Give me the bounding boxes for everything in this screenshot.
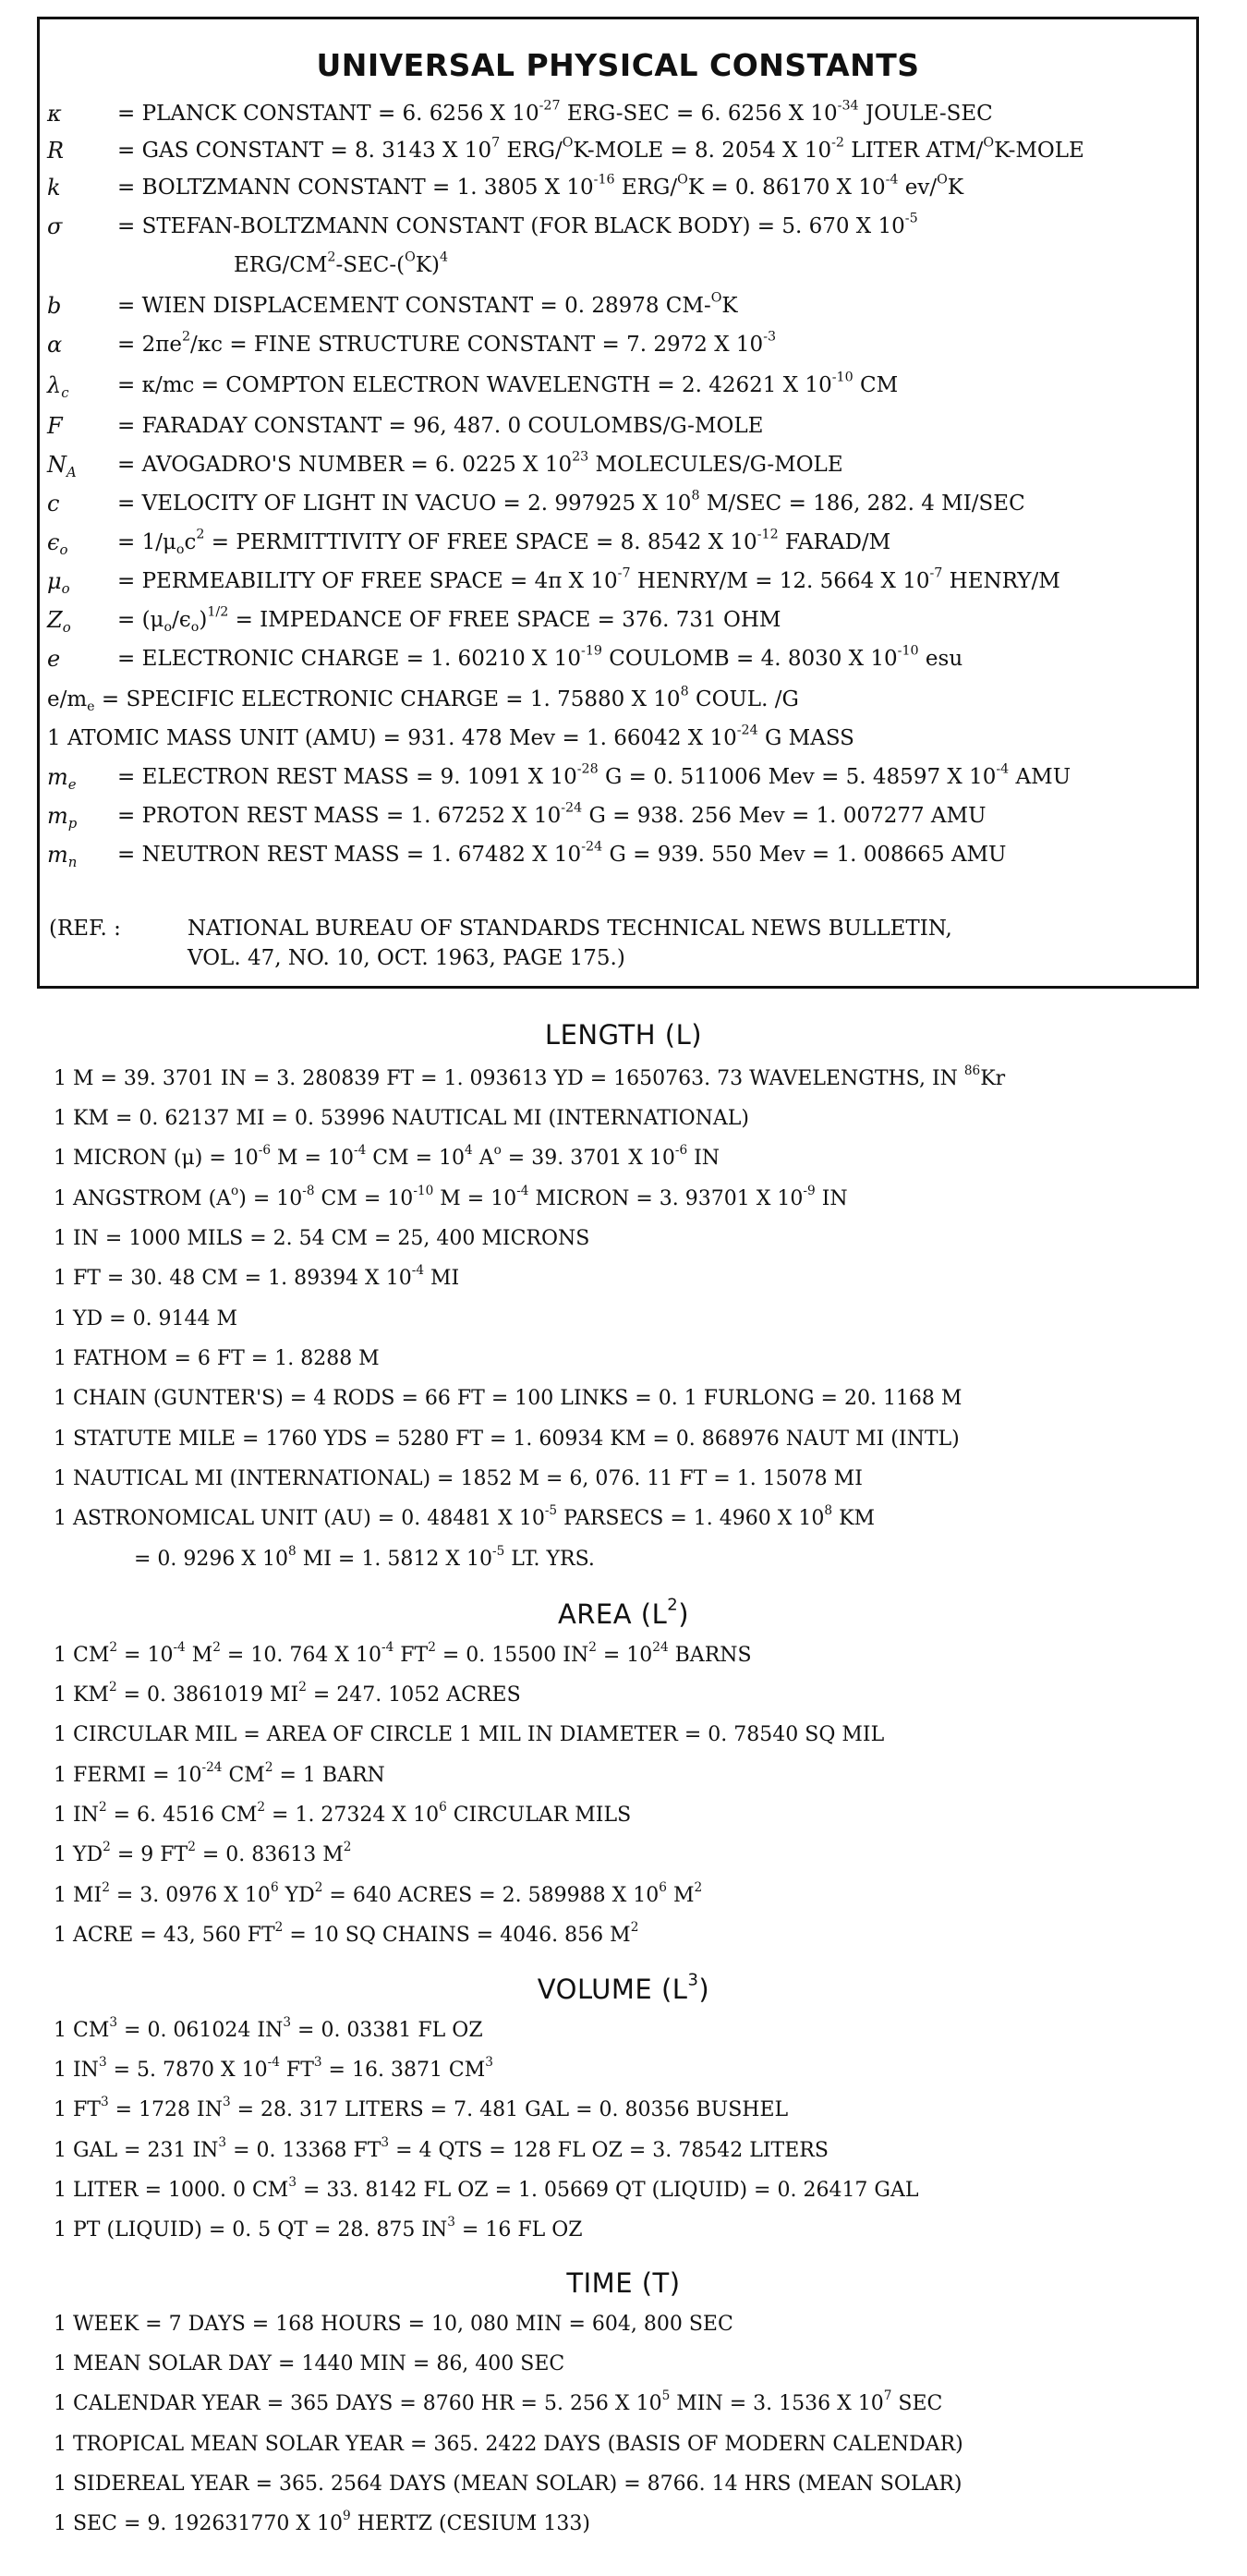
constant-definition: = ELECTRONIC CHARGE = 1. 60210 X $10^{-19}$ COULOMB = 4. 8030 X $10^{-10}$ esu (117, 643, 963, 671)
constant-symbol: F (47, 413, 63, 439)
length-conversion-row: 1 ASTRONOMICAL UNIT (AU) = 0. 48481 X $10^{-5}$ PARSECS = 1. 4960 X $10^8$ KM (54, 1503, 876, 1530)
constants-title: UNIVERSAL PHYSICAL CONSTANTS (316, 47, 920, 83)
time-heading: TIME (T) (566, 2267, 681, 2299)
area-conversion-row: 1 $CM^2 = 10^{-4}$ $M^2 = 10$. 764 X $10^{-4}$ $FT^2 = 0$. 15500 $IN^2 = 10^{24}$ BARNS (54, 1640, 752, 1667)
length-conversion-row: 1 FT = 30. 48 CM = 1. 89394 X $10^{-4}$ MI (54, 1263, 460, 1290)
constant-row (40, 407, 1196, 444)
constant-symbol: e (47, 646, 61, 672)
length-heading: LENGTH (L) (544, 1019, 703, 1051)
constant-symbol: c (47, 491, 60, 516)
constant-row (40, 759, 1196, 796)
constant-definition: = BOLTZMANN CONSTANT = 1. 3805 X $10^{-16}$ ERG/$^O$K = 0. 86170 X $10^{-4}$ ev/$^O$K (117, 172, 964, 200)
constant-row (40, 563, 1196, 600)
reference-line-2: VOL. 47, NO. 10, OCT. 1963, PAGE 175.) (188, 946, 625, 970)
constant-row (40, 287, 1196, 324)
constant-definition: = VELOCITY OF LIGHT IN VACUO = 2. 997925 X $10^8$ M/SEC = 186, 282. 4 MI/SEC (117, 488, 1025, 516)
length-conversion-row: 1 ANGSTROM $(A^o) = 10^{-8}$ CM = $10^{-10}$ $M = 10^{-4}$ MICRON = 3. 93701 X $10^{-9}$ IN (54, 1184, 848, 1210)
length-conversion-row: 1 CHAIN (GUNTER'S) = 4 RODS = 66 FT = 100 LINKS = 0. 1 FURLONG = 20. 1168 M (54, 1387, 962, 1410)
area-conversion-row: 1 $IN^2 = 6$. 4516 $CM^2 = 1$. 27324 X $10^6$ CIRCULAR MILS (54, 1800, 632, 1827)
area-conversion-row: 1 $YD^2 = 9$ $FT^2 = 0$. 83613 $M^2$ (54, 1840, 352, 1866)
volume-conversion-row: 1 LITER = 1000. 0 $CM^3 = 33$. 8142 FL OZ = 1. 05669 QT (LIQUID) = 0. 26417 GAL (54, 2175, 919, 2202)
constant-symbol: k (47, 175, 61, 200)
constant-definition: = WIEN DISPLACEMENT CONSTANT = 0. 28978 CM-$^O$K (117, 290, 738, 318)
volume-conversion-row: 1 PT (LIQUID) = 0. 5 QT = 28. 875 $IN^3 = 16$ FL OZ (54, 2215, 583, 2242)
length-conversion-row: 1 M = 39. 3701 IN = 3. 280839 FT = 1. 093613 YD = 1650763. 73 WAVELENGTHS, IN $^{86}$Kr (54, 1063, 1006, 1090)
constant-definition: = $2\pi e^2/\kappa c$ = FINE STRUCTURE CONSTANT = 7. 2972 X $10^{-3}$ (117, 329, 777, 357)
area-conversion-row: 1 $KM^2 = 0$. 3861019 $MI^2 = 247$. 1052 ACRES (54, 1680, 521, 1707)
volume-conversion-row: 1 $CM^3 = 0$. 061024 $IN^3 = 0$. 03381 FL OZ (54, 2015, 483, 2042)
constant-definition: = GAS CONSTANT = 8. 3143 X $10^7$ ERG/$^O$K-MOLE = 8. 2054 X $10^{-2}$ LITER ATM/$^O$K-MOLE (117, 135, 1084, 163)
length-conversion-row: 1 MICRON $(\mu) = 10^{-6}$ $M = 10^{-4}$ CM = $10^4$ $A^o = 39$. 3701 X $10^{-6}$ IN (54, 1143, 720, 1170)
constant-symbol: $m_p$ (47, 803, 78, 832)
length-conversion-row: = 0. 9296 X $10^8$ MI = 1. 5812 X $10^{-5}$ LT. YRS. (134, 1544, 595, 1571)
constant-symbol: σ (47, 213, 63, 239)
constant-definition: = $(\mu_o/\epsilon_o)^{1/2}$ = IMPEDANCE OF FREE SPACE = 376. 731 OHM (117, 604, 781, 635)
length-conversion-row: 1 FATHOM = 6 FT = 1. 8288 M (54, 1347, 380, 1370)
constant-definition: = FARADAY CONSTANT = 96, 487. 0 COULOMBS/G-MOLE (117, 414, 764, 438)
area-conversion-row: 1 ACRE = 43, 560 $FT^2 = 10$ SQ CHAINS = 4046. 856 $M^2$ (54, 1920, 639, 1947)
constant-definition: = STEFAN-BOLTZMANN CONSTANT (FOR BLACK BODY) = 5. 670 X $10^{-5}$ (117, 211, 918, 238)
constant-row (40, 132, 1196, 169)
constant-symbol: R (47, 138, 65, 164)
time-conversion-row: 1 WEEK = 7 DAYS = 168 HOURS = 10, 080 MIN = 604, 800 SEC (54, 2313, 733, 2336)
constant-row (40, 367, 1196, 404)
constant-definition: = PLANCK CONSTANT = 6. 6256 X $10^{-27}$ ERG-SEC = 6. 6256 X $10^{-34}$ JOULE-SEC (117, 98, 993, 126)
constant-row (40, 247, 1196, 284)
constant-row (40, 681, 1196, 718)
area-conversion-row: 1 FERMI = $10^{-24}$ $CM^2 = 1$ BARN (54, 1760, 385, 1787)
volume-conversion-row: 1 $FT^3 = 1728$ $IN^3 = 28$. 317 LITERS = 7. 481 GAL = 0. 80356 BUSHEL (54, 2095, 789, 2121)
length-conversion-row: 1 NAUTICAL MI (INTERNATIONAL) = 1852 M = 6, 076. 11 FT = 1. 15078 MI (54, 1467, 863, 1490)
volume-heading: VOLUME $(L^3)$ (537, 1970, 710, 2005)
constant-symbol: $\lambda_c$ (47, 372, 69, 402)
time-conversion-row: 1 TROPICAL MEAN SOLAR YEAR = 365. 2422 DAYS (BASIS OF MODERN CALENDAR) (54, 2433, 963, 2456)
time-conversion-row: 1 SEC = 9. 192631770 X $10^9$ HERTZ (CESIUM 133) (54, 2509, 590, 2535)
constant-symbol: $m_e$ (47, 764, 77, 794)
constant-symbol: $Z_o$ (47, 607, 71, 637)
constant-row (40, 524, 1196, 561)
constant-row (40, 797, 1196, 834)
constant-row (40, 169, 1196, 206)
length-conversion-row: 1 YD = 0. 9144 M (54, 1307, 238, 1331)
constant-symbol: $\mu_o$ (47, 568, 70, 598)
constant-symbol: κ (47, 101, 62, 127)
constant-row (40, 208, 1196, 245)
constant-row (40, 326, 1196, 363)
constant-symbol: $\epsilon_o$ (47, 529, 68, 559)
constant-definition: = PROTON REST MASS = 1. 67252 X $10^{-24}$ G = 938. 256 Mev = 1. 007277 AMU (117, 800, 987, 828)
constants-box (37, 17, 1199, 989)
constant-definition: = $1/\mu_oc^2$ = PERMITTIVITY OF FREE SPACE = 8. 8542 X $10^{-12}$ FARAD/M (117, 527, 891, 557)
constant-definition: $e/m_e$ = SPECIFIC ELECTRONIC CHARGE = 1. 75880 X $10^8$ COUL. /G (47, 684, 799, 714)
constant-row (40, 640, 1196, 677)
constant-row (40, 601, 1196, 638)
reference-line-1: NATIONAL BUREAU OF STANDARDS TECHNICAL NEWS BULLETIN, (188, 917, 952, 941)
constant-definition: = AVOGADRO'S NUMBER = 6. 0225 X $10^{23}$ MOLECULES/G-MOLE (117, 449, 843, 477)
area-heading: AREA $(L^2)$ (557, 1595, 690, 1630)
length-conversion-row: 1 KM = 0. 62137 MI = 0. 53996 NAUTICAL MI (INTERNATIONAL) (54, 1107, 749, 1130)
constant-symbol: b (47, 293, 62, 319)
area-conversion-row: 1 $MI^2 = 3$. 0976 X $10^6$ $YD^2 = 640$ ACRES = 2. 589988 X $10^6$ $M^2$ (54, 1880, 703, 1907)
constant-row (40, 720, 1196, 757)
reference-label: (REF. : (49, 917, 121, 941)
constant-row (40, 836, 1196, 873)
constant-symbol: α (47, 332, 63, 358)
constant-definition: = PERMEABILITY OF FREE SPACE = 4π X $10^{-7}$ HENRY/M = 12. 5664 X $10^{-7}$ HENRY/M (117, 565, 1060, 593)
time-conversion-row: 1 SIDEREAL YEAR = 365. 2564 DAYS (MEAN SOLAR) = 8766. 14 HRS (MEAN SOLAR) (54, 2473, 962, 2496)
constant-row (40, 95, 1196, 132)
time-conversion-row: 1 MEAN SOLAR DAY = 1440 MIN = 86, 400 SEC (54, 2352, 565, 2376)
constant-symbol: $N_A$ (47, 452, 77, 481)
constant-definition: 1 ATOMIC MASS UNIT (AMU) = 931. 478 Mev = 1. 66042 X $10^{-24}$ G MASS (47, 723, 854, 750)
constant-row (40, 485, 1196, 522)
constant-symbol: $m_n$ (47, 842, 78, 871)
area-conversion-row: 1 CIRCULAR MIL = AREA OF CIRCLE 1 MIL IN DIAMETER = 0. 78540 SQ MIL (54, 1723, 885, 1746)
constant-definition: ERG/$CM^2-SEC-(^OK)^4$ (234, 249, 449, 277)
volume-conversion-row: 1 GAL = 231 $IN^3 = 0$. 13368 $FT^3 = 4$ QTS = 128 FL OZ = 3. 78542 LITERS (54, 2135, 829, 2162)
time-conversion-row: 1 CALENDAR YEAR = 365 DAYS = 8760 HR = 5. 256 X $10^5$ MIN = 3. 1536 X $10^7$ SEC (54, 2388, 943, 2415)
constant-definition: = κ/mc = COMPTON ELECTRON WAVELENGTH = 2. 42621 X $10^{-10}$ CM (117, 370, 899, 397)
volume-conversion-row: 1 $IN^3 = 5$. 7870 X $10^{-4}$ $FT^3 = 16$. 3871 $CM^3$ (54, 2055, 493, 2082)
length-conversion-row: 1 IN = 1000 MILS = 2. 54 CM = 25, 400 MICRONS (54, 1227, 590, 1250)
length-conversion-row: 1 STATUTE MILE = 1760 YDS = 5280 FT = 1. 60934 KM = 0. 868976 NAUT MI (INTL) (54, 1428, 960, 1451)
constant-definition: = ELECTRON REST MASS = 9. 1091 X $10^{-28}$ G = 0. 511006 Mev = 5. 48597 X $10^{-4}$ AMU (117, 761, 1071, 789)
constant-row (40, 446, 1196, 483)
constant-definition: = NEUTRON REST MASS = 1. 67482 X $10^{-24}$ G = 939. 550 Mev = 1. 008665 AMU (117, 839, 1007, 867)
